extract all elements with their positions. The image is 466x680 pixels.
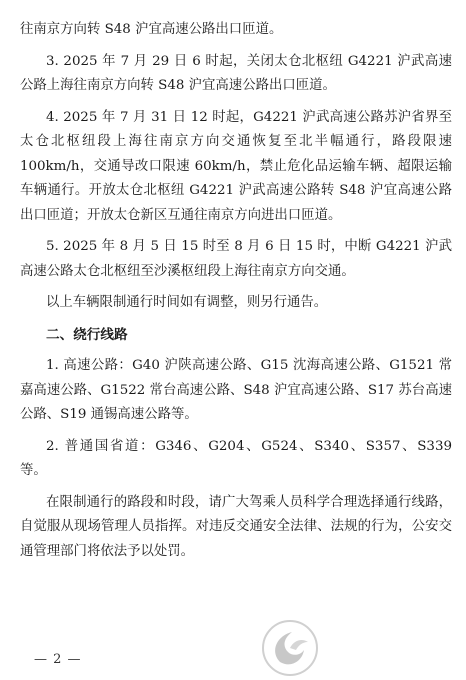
paragraph-closing: 在限制通行的路段和时段，请广大驾乘人员科学合理选择通行线路，自觉服从现场管理人员指挥。对违反交通安全法律、法规的行为，公安交通管理部门将依法予以处罚。 [20,494,452,559]
paragraph-item-5: 5. 2025 年 8 月 5 日 15 时至 8 月 6 日 15 时，中断 G4221 沪武高速公路太仓北枢纽至沙溪枢纽段上海往南京方向交通。 [20,239,452,279]
paragraph-item-4: 4. 2025 年 7 月 31 日 12 时起，G4221 沪武高速公路苏沪省界至太仓北枢纽段上海往南京方向交通恢复至北半幅通行，路段限速 100km/h，交通导改口限速 60km/h，禁止危化品运输车辆、超限运输车辆通行。开放太仓北枢纽 G4221 沪武高速公路转 S48 沪宜高速公路出口匝道；开放太仓新区互通往南京方向进出口匝道。 [20,109,452,223]
paragraph-item-3: 3. 2025 年 7 月 29 日 6 时起，关闭太仓北枢纽 G4221 沪武高速公路上海往南京方向转 S48 沪宜高速公路出口匝道。 [20,53,452,93]
page-number: — 2 — [34,652,82,667]
route-item-1: 1. 高速公路：G40 沪陕高速公路、G15 沈海高速公路、G1521 常嘉高速公路、G1522 常台高速公路、S48 沪宜高速公路、S17 苏台高速公路、S19 通锡高速公路等。 [20,358,452,422]
paragraph-continued: 往南京方向转 S48 沪宜高速公路出口匝道。 [20,22,283,37]
document-body [20,18,452,571]
route-item-2: 2. 普通国省道：G346、G204、G524、S340、S357、S339 等。 [20,438,452,478]
paragraph-notice: 以上车辆限制通行时间如有调整，则另行通告。 [46,295,328,310]
section-heading-detour-routes: 二、绕行线路 [46,326,128,343]
watermark-logo-icon [260,618,320,678]
